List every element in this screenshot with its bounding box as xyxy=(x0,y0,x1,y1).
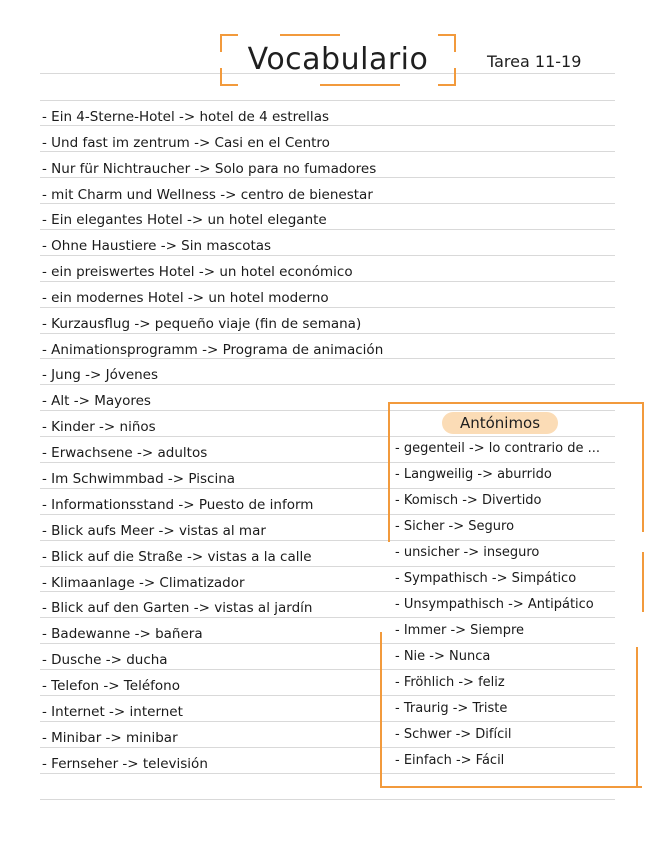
vocab-item: - Badewanne -> bañera xyxy=(42,626,203,642)
vocab-item: - Kurzausflug -> pequeño viaje (fin de semana) xyxy=(42,316,362,332)
vocab-item: - Kinder -> niños xyxy=(42,419,156,435)
ruled-line xyxy=(40,333,615,334)
box-edge-left xyxy=(380,632,382,788)
antonym-item: - Sicher -> Seguro xyxy=(395,519,515,534)
antonym-item: - Immer -> Siempre xyxy=(395,623,525,638)
vocab-item: - Jung -> Jóvenes xyxy=(42,367,159,383)
task-label: Tarea 11-19 xyxy=(487,52,582,71)
antonyms-title: Antónimos xyxy=(442,412,558,434)
antonym-item: - Langweilig -> aburrido xyxy=(395,467,552,482)
page-title: Vocabulario xyxy=(247,42,429,77)
box-edge-top xyxy=(388,402,644,404)
vocab-item: - Erwachsene -> adultos xyxy=(42,445,208,461)
vocab-item: - Animationsprogramm -> Programa de animación xyxy=(42,342,384,358)
ruled-line xyxy=(40,255,615,256)
vocab-item: - ein modernes Hotel -> un hotel moderno xyxy=(42,290,329,306)
vocab-item: - Ohne Haustiere -> Sin mascotas xyxy=(42,238,272,254)
vocab-item: - mit Charm und Wellness -> centro de bienestar xyxy=(42,187,373,203)
vocab-item: - Minibar -> minibar xyxy=(42,730,178,746)
antonym-item: - Sympathisch -> Simpático xyxy=(395,571,577,586)
ruled-line xyxy=(40,384,615,385)
antonym-item: - Einfach -> Fácil xyxy=(395,753,505,768)
ruled-line xyxy=(40,281,615,282)
antonym-item: - Fröhlich -> feliz xyxy=(395,675,505,690)
bracket-decoration xyxy=(280,34,340,36)
vocab-item: - Im Schwimmbad -> Piscina xyxy=(42,471,236,487)
vocab-item: - Und fast im zentrum -> Casi en el Centro xyxy=(42,135,330,151)
vocab-item: - Telefon -> Teléfono xyxy=(42,678,180,694)
vocab-item: - Fernseher -> televisión xyxy=(42,756,208,772)
box-edge-bottom xyxy=(380,786,642,788)
box-edge-right xyxy=(642,402,644,532)
ruled-line xyxy=(40,799,615,800)
ruled-line xyxy=(40,307,615,308)
box-edge-right xyxy=(636,647,638,788)
vocab-item: - Blick auf die Straße -> vistas a la calle xyxy=(42,549,312,565)
ruled-line xyxy=(40,100,615,101)
bracket-decoration xyxy=(320,84,400,86)
antonym-item: - Traurig -> Triste xyxy=(395,701,508,716)
antonym-item: - Schwer -> Difícil xyxy=(395,727,512,742)
title-frame xyxy=(220,34,456,86)
antonym-item: - unsicher -> inseguro xyxy=(395,545,540,560)
vocab-item: - Informationsstand -> Puesto de inform xyxy=(42,497,314,513)
vocab-item: - Dusche -> ducha xyxy=(42,652,168,668)
vocab-item: - Nur für Nichtraucher -> Solo para no fumadores xyxy=(42,161,377,177)
antonym-item: - Nie -> Nunca xyxy=(395,649,491,664)
vocab-item: - Klimaanlage -> Climatizador xyxy=(42,575,245,591)
antonym-item: - gegenteil -> lo contrario de ... xyxy=(395,441,600,456)
vocab-item: - Internet -> internet xyxy=(42,704,183,720)
antonym-item: - Komisch -> Divertido xyxy=(395,493,542,508)
box-edge-left xyxy=(388,402,390,542)
vocab-item: - Blick aufs Meer -> vistas al mar xyxy=(42,523,266,539)
vocab-item: - ein preiswertes Hotel -> un hotel económico xyxy=(42,264,353,280)
antonym-item: - Unsympathisch -> Antipático xyxy=(395,597,594,612)
vocab-item: - Ein 4-Sterne-Hotel -> hotel de 4 estrellas xyxy=(42,109,329,125)
vocab-item: - Blick auf den Garten -> vistas al jardín xyxy=(42,600,313,616)
box-edge-right xyxy=(642,552,644,612)
vocab-item: - Alt -> Mayores xyxy=(42,393,151,409)
ruled-line xyxy=(40,229,615,230)
vocab-item: - Ein elegantes Hotel -> un hotel elegante xyxy=(42,212,327,228)
